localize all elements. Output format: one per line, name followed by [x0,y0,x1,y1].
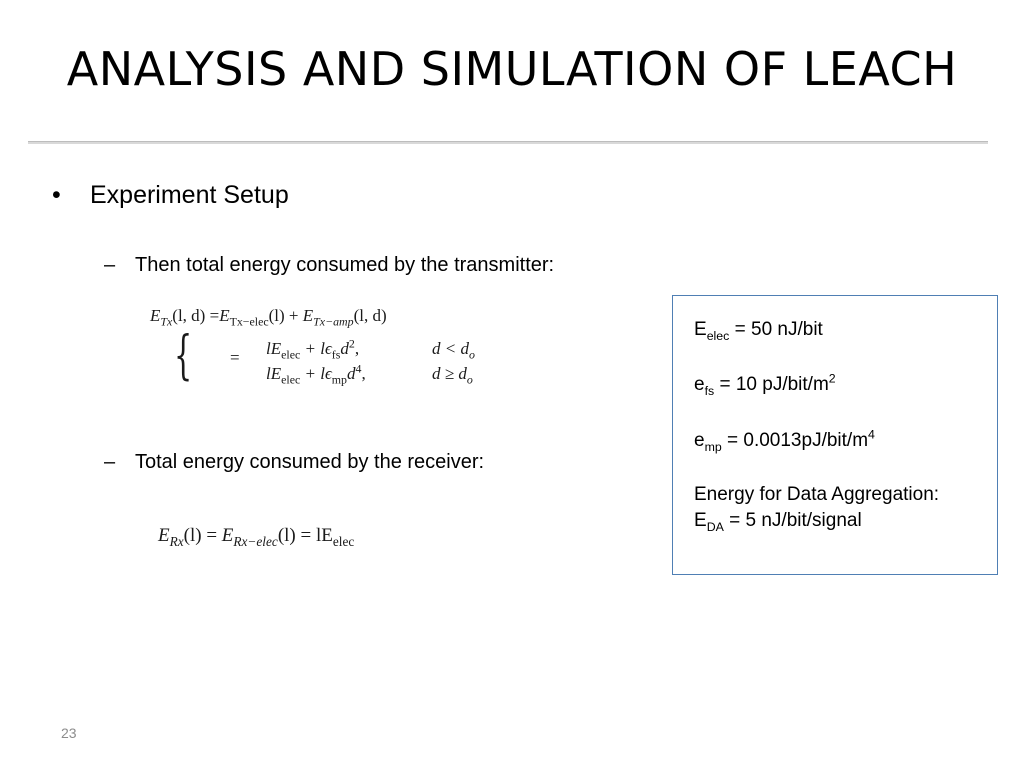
bullet-text: Experiment Setup [90,181,289,209]
sub-bullet-receiver [104,450,484,474]
equation-equals-sign: = [230,348,240,367]
param-e-da: $E_{DA} = 5$ nJ/bit/signal [694,510,862,534]
slide-title: ANALYSIS AND SIMULATION OF LEACH [66,42,958,96]
parameters-box [672,295,998,575]
bullet-experiment-setup [52,180,289,210]
receiver-energy-equation [158,524,428,552]
equation-receiver-line: $E_{Rx}(l) = E_{Rx-elec}(l) = lE_{elec}$ [158,525,355,549]
page-number: 23 [61,725,77,741]
equation-line-1: $E_{Tx}(l$, $d) =E_{Tx-elec}(l) + E_{Tx-amp}(l$, d) [150,306,387,329]
equation-case-brace: { [174,326,193,386]
title-divider [28,141,988,144]
equation-case-fs-condition: $d < d_o$ [432,339,475,362]
param-e-elec: $E_{elec} = 50$ nJ/bit [694,319,823,343]
param-aggregation-label: Energy for Data Aggregation: [694,484,940,505]
param-e-mp: $e_{mp} = 0.0013pJ/bit/m^4$ [694,427,875,454]
transmitter-energy-equation [150,306,495,388]
equation-case-mp: $lE_{elec} + l\epsilon_{mp}d^4$, [266,361,366,387]
sub-bullet-text: Then total energy consumed by the transmitter: [135,254,555,276]
bullet-mark: • [52,181,61,209]
sub-bullet-transmitter [104,253,554,277]
equation-case-mp-condition: $d \ge d_o$ [432,364,473,387]
sub-bullet-text: Total energy consumed by the receiver: [135,451,485,473]
param-e-fs: $e_{fs} = 10$ $pJ/bit/m^2$ [694,371,836,398]
sub-bullet-mark: – [104,451,116,473]
equation-case-fs: $lE_{elec} + l\epsilon_{fs}d^2$, [266,336,360,362]
sub-bullet-mark: – [104,254,116,276]
